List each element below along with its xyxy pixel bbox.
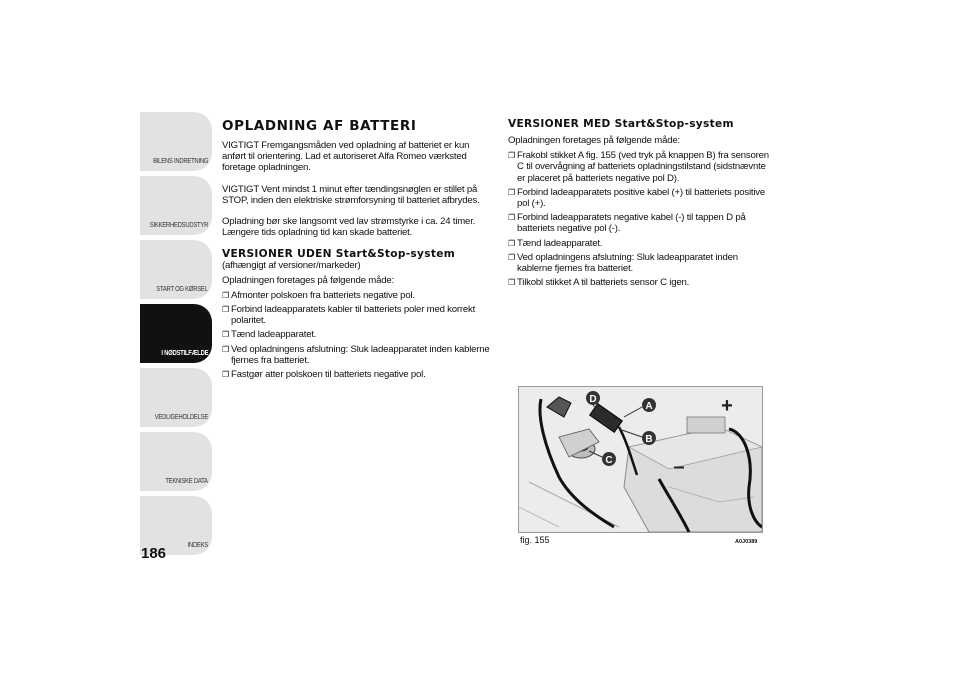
label-d: D [589,394,597,405]
battery-illustration [518,386,763,533]
list-item: ❐ Tænd ladeapparatet. [508,237,603,249]
tab-label: I NØDSTILFÆLDE [161,348,208,357]
tab-sikkerhedsudstyr[interactable] [140,176,212,235]
list-item: ❐ Frakobl stikket A fig. 155 (ved tryk på knappen B) fra sensoren C til overvågning af batteriets opladningstilstand (sidstnævnte er placeret på batteriets negative pol D). [508,150,769,184]
list-item: ❐ Forbind ladeapparatets kabler til batteriets poler med korrekt polaritet. [222,304,476,327]
checkbox-bullet-icon: ❐ [508,278,515,288]
checkbox-bullet-icon: ❐ [222,305,229,315]
tab-label: INDEKS [187,540,208,549]
list-item: ❐ Fastgør atter polskoen til batteriets negative pol. [222,369,426,381]
list-item: ❐ Ved opladningens afslutning: Sluk ladeapparatet inden kablerne fjernes fra batteriet. [508,251,738,275]
list-item: ❐ Tænd ladeapparatet. [222,329,317,341]
subsection-title-with-startstop: VERSIONER MED Start&Stop-system [508,118,734,130]
page-number: 186 [141,545,167,562]
tab-label: SIKKERHEDSUDSTYR [149,220,208,229]
label-a: A [645,401,653,412]
tab-label: BILENS INDRETNING [152,156,208,165]
label-a-marker [642,398,656,412]
list-item: ❐ Afmonter polskoen fra batteriets negative pol. [222,289,415,301]
steps-intro: Opladningen foretages på følgende måde: [508,135,680,146]
tab-label: VEDLIGEHOLDELSE [154,412,208,421]
right-column [508,118,770,291]
tab-label: START OG KØRSEL [156,284,208,293]
plus-sign: + [721,395,733,417]
battery-drawing [519,387,762,532]
list-item: ❐ Tilkobl stikket A til batteriets sensor C igen. [508,277,690,289]
label-b-marker [642,431,656,445]
steps-intro: Opladningen foretages på følgende måde: [222,274,394,286]
paragraph-important-2: VIGTIGT Vent mindst 1 minut efter tændingsnøglen er stillet på STOP, inden den elektriske strømforsyning til batteriet afbrydes. [222,183,480,206]
tab-start-og-korsel[interactable] [140,240,212,299]
paragraph-important-1: VIGTIGT Fremgangsmåden ved opladning af batteriet er kun anført til orientering. Lad et autoriseret Alfa Romeo værksted foretage opladningen. [222,140,470,174]
left-column [222,118,492,383]
label-b: B [645,434,653,445]
subsection-note: (afhængigt af versioner/markeder) [222,260,361,272]
figure-code: A0J0389 [735,539,758,545]
tab-i-nodstilfaelde[interactable] [140,304,212,363]
checkbox-bullet-icon: ❐ [508,213,515,223]
section-title: OPLADNING AF BATTERI [222,118,417,134]
label-c: C [605,455,613,466]
checkbox-bullet-icon: ❐ [222,344,229,354]
figure-caption: fig. 155 [520,535,550,545]
tab-tekniske-data[interactable] [140,432,212,491]
list-item: ❐ Ved opladningens afslutning: Sluk ladeapparatet inden kablerne fjernes fra batteriet. [222,343,490,366]
checkbox-bullet-icon: ❐ [508,238,515,248]
checkbox-bullet-icon: ❐ [222,290,229,300]
checkbox-bullet-icon: ❐ [222,370,229,380]
list-item: ❐ Forbind ladeapparatets positive kabel (+) til batteriets positive pol (+). [508,186,766,210]
checkbox-bullet-icon: ❐ [508,187,515,197]
checkbox-bullet-icon: ❐ [508,151,515,161]
tab-vedligeholdelse[interactable] [140,368,212,427]
checkbox-bullet-icon: ❐ [222,330,229,340]
tab-label: TEKNISKE DATA [165,476,208,485]
minus-sign: – [673,456,685,478]
list-item: ❐ Forbind ladeapparatets negative kabel (-) til tappen D på batteriets negative pol (-). [508,212,746,235]
label-d-marker [586,391,600,405]
checkbox-bullet-icon: ❐ [508,252,515,262]
subsection-title-without-startstop: VERSIONER UDEN Start&Stop-system [222,248,456,261]
paragraph-charging: Opladning bør ske langsomt ved lav strømstyrke i ca. 24 timer. Længere tids opladning tid kan skade batteriet. [222,216,476,239]
tab-bilens-indretning[interactable] [140,112,212,171]
chapter-tabs [140,112,212,560]
label-c-marker [602,452,616,466]
